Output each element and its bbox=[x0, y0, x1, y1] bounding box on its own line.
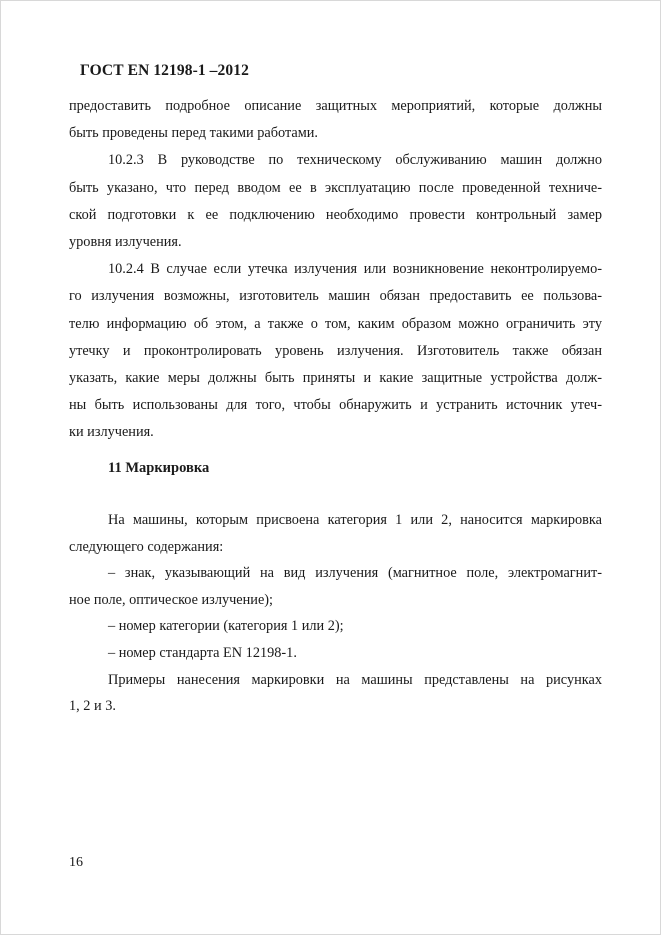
text-line: – номер категории (категория 1 или 2); bbox=[108, 618, 344, 635]
paragraph-10-2-4 bbox=[69, 256, 602, 446]
text-line: Примеры нанесения маркировки на машины представлены на рисунках bbox=[108, 671, 602, 688]
body-text-marking bbox=[69, 507, 602, 720]
text-line: уровня излучения. bbox=[69, 234, 182, 251]
text-line: ки излучения. bbox=[69, 424, 154, 441]
document-header: ГОСТ EN 12198-1 –2012 bbox=[80, 62, 249, 79]
text-line: – знак, указывающий на вид излучения (магнитное поле, электромагнит- bbox=[108, 565, 602, 582]
text-line: 1, 2 и 3. bbox=[69, 698, 116, 715]
text-line: быть указано, что перед вводом ее в эксплуатацию после проведенной техниче- bbox=[69, 179, 602, 196]
paragraph-continuation bbox=[69, 93, 602, 147]
list-item bbox=[69, 560, 602, 613]
text-line: следующего содержания: bbox=[69, 538, 224, 555]
text-line: – номер стандарта EN 12198-1. bbox=[108, 644, 297, 661]
paragraph-10-2-3 bbox=[69, 147, 602, 256]
text-line: 10.2.3 В руководстве по техническому обслуживанию машин должно bbox=[108, 152, 602, 169]
text-line: указать, какие меры должны быть приняты и какие защитные устройства долж- bbox=[69, 370, 602, 387]
paragraph-examples bbox=[69, 667, 602, 720]
text-line: ны быть использованы для того, чтобы обнаружить и устранить источник утеч- bbox=[69, 397, 602, 414]
paragraph-marking-intro bbox=[69, 507, 602, 560]
text-line: быть проведены перед такими работами. bbox=[69, 125, 319, 142]
text-line: предоставить подробное описание защитных мероприятий, которые должны bbox=[69, 98, 602, 114]
text-line: ской подготовки к ее подключению необходимо провести контрольный замер bbox=[69, 206, 602, 223]
text-line: На машины, которым присвоена категория 1 или 2, наносится маркировка bbox=[108, 512, 602, 528]
text-line: 10.2.4 В случае если утечка излучения или возникновение неконтролируемо- bbox=[108, 261, 602, 278]
body-text-top bbox=[69, 93, 602, 447]
text-line: телю информацию об этом, а также о том, каким образом можно ограничить эту bbox=[69, 315, 602, 332]
section-title: 11 Маркировка bbox=[108, 460, 210, 476]
page-number: 16 bbox=[69, 855, 83, 870]
list-item bbox=[69, 613, 602, 640]
text-line: ное поле, оптическое излучение); bbox=[69, 591, 274, 608]
list-item bbox=[69, 640, 602, 667]
text-line: утечку и проконтролировать уровень излучения. Изготовитель также обязан bbox=[69, 342, 602, 359]
text-line: го излучения возможны, изготовитель машин обязан предоставить ее пользова- bbox=[69, 288, 602, 305]
